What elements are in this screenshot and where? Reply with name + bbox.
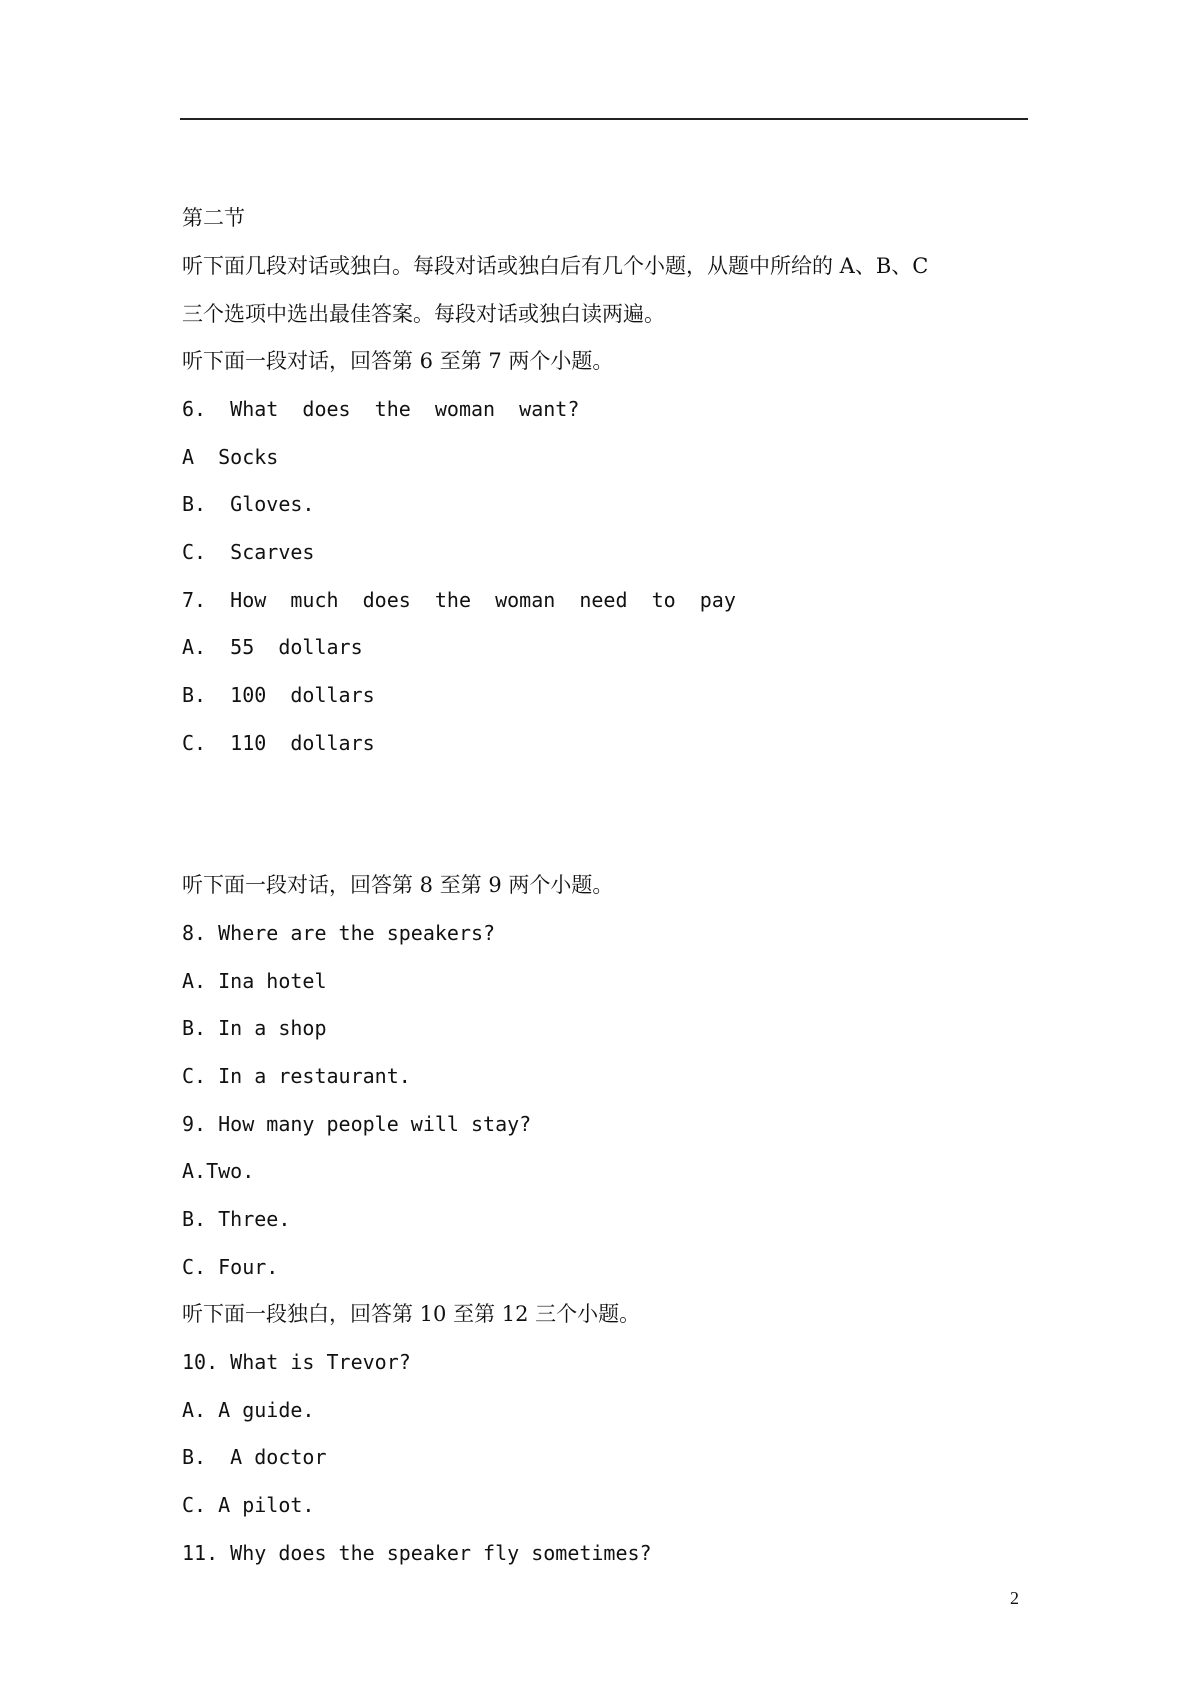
section-title: 第二节 [182, 206, 245, 230]
answer-option: A. Ina hotel [182, 969, 327, 993]
answer-option: B. Gloves. [182, 492, 315, 516]
question-stem: 9. How many people will stay? [182, 1112, 532, 1136]
question-stem: 11. Why does the speaker fly sometimes? [182, 1541, 652, 1565]
answer-option: C. In a restaurant. [182, 1064, 411, 1088]
question-stem: 8. Where are the speakers? [182, 921, 496, 945]
answer-option: B. Three. [182, 1207, 291, 1231]
answer-option: A. A guide. [182, 1398, 315, 1422]
group-intro: 听下面一段对话，回答第 6 至第 7 两个小题。 [182, 349, 614, 373]
instruction-line: 三个选项中选出最佳答案。每段对话或独白读两遍。 [182, 302, 665, 326]
answer-option: C. 110 dollars [182, 731, 375, 755]
instruction-line: 听下面几段对话或独白。每段对话或独白后有几个小题，从题中所给的 A、B、C [182, 254, 929, 278]
answer-option: C. Four. [182, 1255, 279, 1279]
page-number: 2 [1010, 1588, 1019, 1608]
answer-option: A. 55 dollars [182, 635, 363, 659]
question-stem: 10. What is Trevor? [182, 1350, 411, 1374]
group-intro: 听下面一段对话，回答第 8 至第 9 两个小题。 [182, 873, 614, 897]
answer-option: B. In a shop [182, 1016, 327, 1040]
answer-option: B. A doctor [182, 1445, 327, 1469]
answer-option: B. 100 dollars [182, 683, 375, 707]
answer-option: A.Two. [182, 1159, 255, 1183]
group-intro: 听下面一段独白，回答第 10 至第 12 三个小题。 [182, 1302, 641, 1326]
question-stem: 6. What does the woman want? [182, 397, 580, 421]
answer-option: C. Scarves [182, 540, 315, 564]
answer-option: A Socks [182, 445, 279, 469]
question-stem: 7. How much does the woman need to pay [182, 588, 736, 612]
header-rule [180, 118, 1028, 120]
answer-option: C. A pilot. [182, 1493, 315, 1517]
